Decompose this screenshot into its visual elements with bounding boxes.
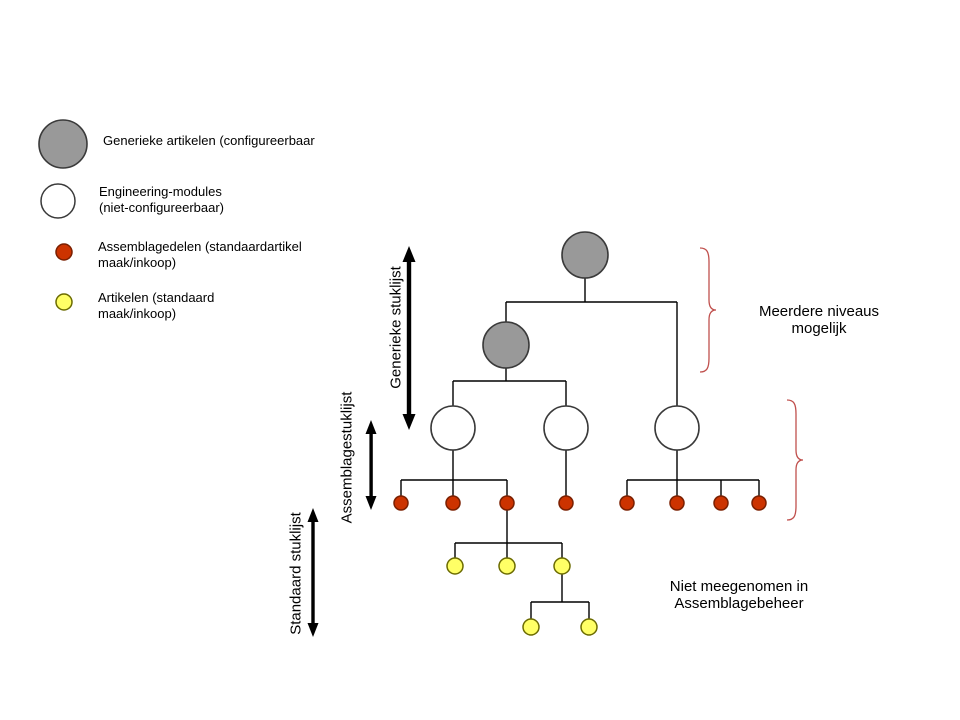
node-assembly-7 — [714, 496, 728, 510]
node-assembly-2 — [446, 496, 460, 510]
node-assembly-5 — [620, 496, 634, 510]
generic-nodes — [483, 232, 608, 368]
node-module-2 — [544, 406, 588, 450]
legend-label-assembly-line2: maak/inkoop) — [98, 255, 177, 270]
legend-label-article-line2: maak/inkoop) — [98, 306, 177, 321]
span-arrow-standaard-icon — [308, 508, 319, 637]
span-arrow-assemblage-icon — [366, 420, 377, 510]
brace-multi-level-icon — [700, 248, 716, 372]
node-article-1 — [447, 558, 463, 574]
article-nodes — [447, 558, 597, 635]
level-label-assemblagestuklijst: Assemblagestuklijst — [338, 391, 356, 524]
legend-label-module — [99, 184, 224, 216]
node-assembly-8 — [752, 496, 766, 510]
module-nodes — [431, 406, 699, 450]
legend-swatch-article-icon — [56, 294, 72, 310]
node-article-3 — [554, 558, 570, 574]
node-article-5 — [581, 619, 597, 635]
brace-assembly-row-icon — [787, 400, 803, 520]
legend-label-article-line1: Artikelen (standaard — [98, 290, 215, 305]
legend-label-module-line2: (niet-configureerbaar) — [99, 200, 225, 215]
node-assembly-3 — [500, 496, 514, 510]
annotation-multi-level-line1: Meerdere niveaus — [758, 303, 880, 320]
node-assembly-1 — [394, 496, 408, 510]
assembly-nodes — [394, 496, 766, 510]
node-generic-sub — [483, 322, 529, 368]
node-article-4 — [523, 619, 539, 635]
level-label-generieke-stuklijst: Generieke stuklijst — [387, 266, 405, 389]
node-article-2 — [499, 558, 515, 574]
annotation-multi-level — [729, 303, 909, 337]
legend-swatch-generic-icon — [39, 120, 87, 168]
annotation-not-included — [649, 578, 829, 612]
node-assembly-4 — [559, 496, 573, 510]
node-module-1 — [431, 406, 475, 450]
node-assembly-6 — [670, 496, 684, 510]
legend-label-assembly — [98, 239, 302, 271]
level-label-standaard-stuklijst: Standaard stuklijst — [287, 512, 305, 635]
node-module-3 — [655, 406, 699, 450]
legend-label-article — [98, 290, 214, 322]
annotation-multi-level-line2: mogelijk — [791, 320, 847, 337]
node-generic-root — [562, 232, 608, 278]
legend-label-generic-line1: Generieke artikelen (configureerbaar — [103, 133, 315, 148]
legend-swatch-module-icon — [41, 184, 75, 218]
annotation-not-included-line2: Assemblagebeheer — [674, 595, 804, 612]
legend-swatch-assembly-icon — [56, 244, 72, 260]
legend-label-generic — [103, 133, 315, 149]
legend-label-module-line1: Engineering-modules — [99, 184, 222, 199]
legend-label-assembly-line1: Assemblagedelen (standaardartikel — [98, 239, 302, 254]
annotation-not-included-line1: Niet meegenomen in — [669, 578, 809, 595]
